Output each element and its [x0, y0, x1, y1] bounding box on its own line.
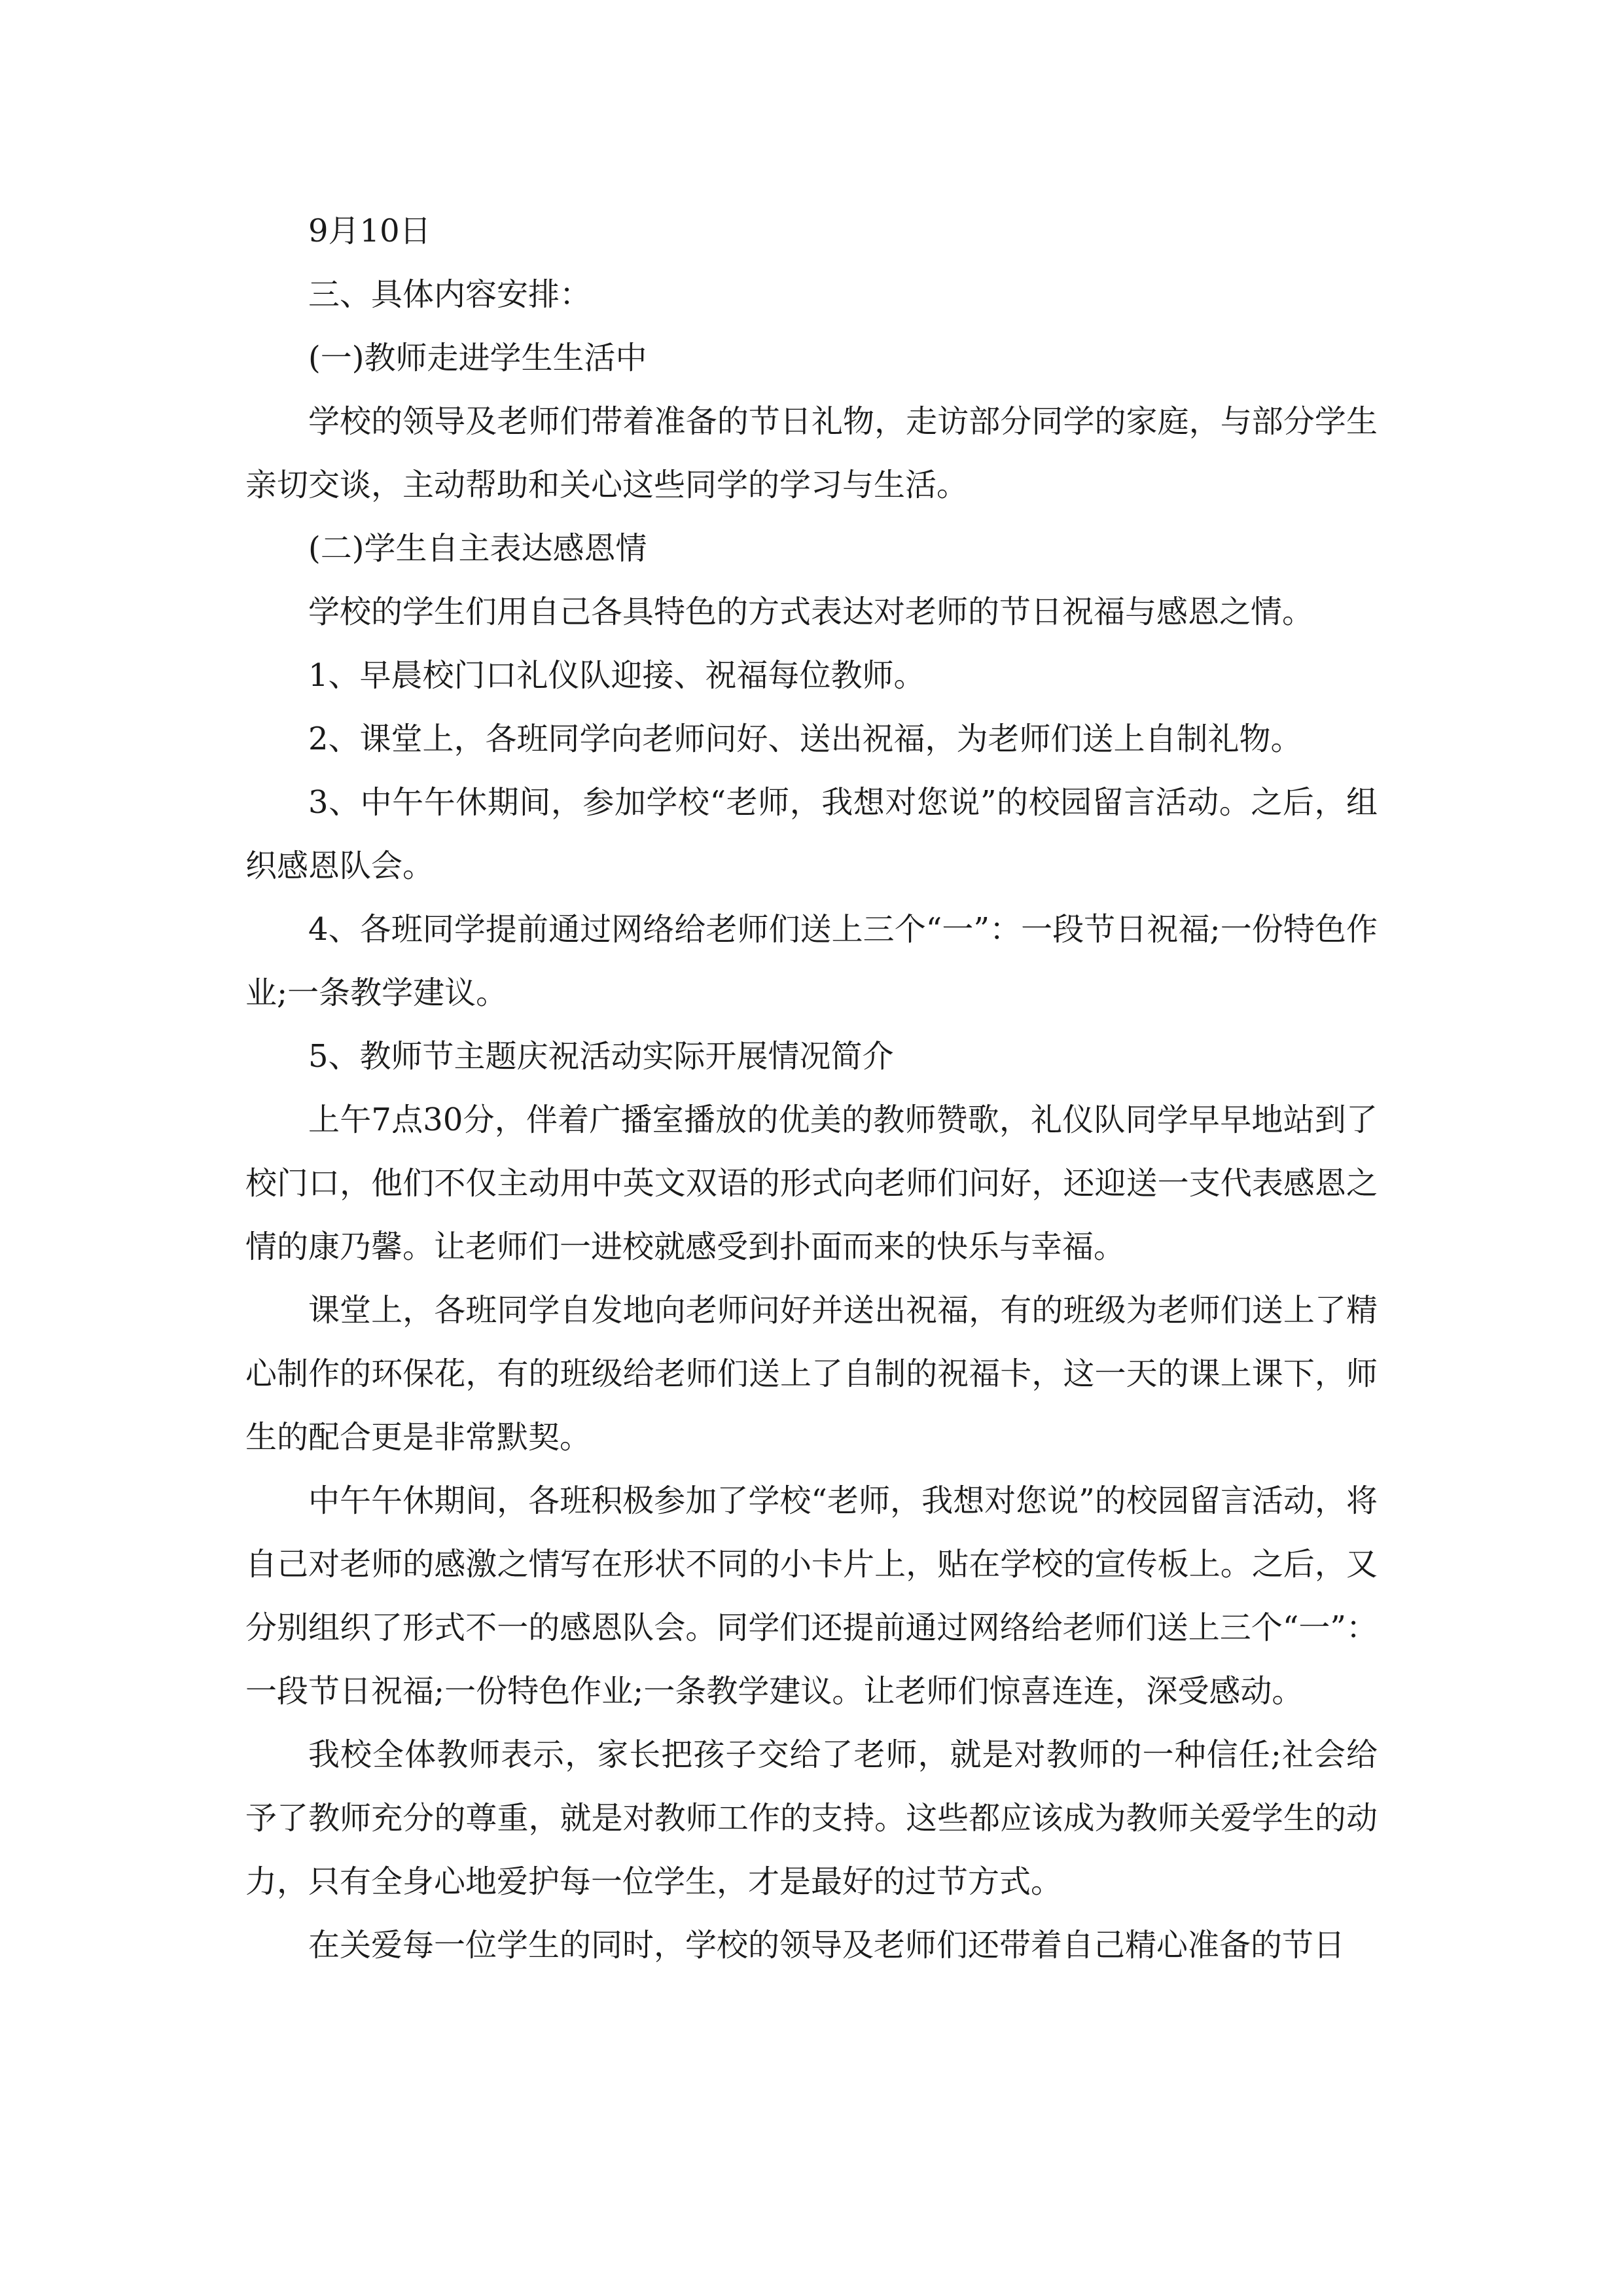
body-paragraph: 上午7点30分，伴着广播室播放的优美的教师赞歌，礼仪队同学早早地站到了校门口，他们不仅主动用中英文双语的形式向老师们问好，还迎送一支代表感恩之情的康乃馨。让老师们一进校就感受到扑面而来的快乐与幸福。 — [245, 1102, 1378, 1265]
list-item: 2、课堂上，各班同学向老师问好、送出祝福，为老师们送上自制礼物。 — [308, 721, 1302, 757]
document-body — [245, 200, 1378, 1977]
body-paragraph: 我校全体教师表示，家长把孩子交给了老师，就是对教师的一种信任;社会给予了教师充分的尊重，就是对教师工作的支持。这些都应该成为教师关爱学生的动力，只有全身心地爱护每一位学生，才是最好的过节方式。 — [245, 1736, 1378, 1900]
list-item: 4、各班同学提前通过网络给老师们送上三个“一”：一段节日祝福;一份特色作业;一条教学建议。 — [245, 911, 1378, 1011]
list-item: 3、中午午休期间，参加学校“老师，我想对您说”的校园留言活动。之后，组织感恩队会。 — [245, 784, 1378, 884]
subsection-heading: (二)学生自主表达感恩情 — [308, 530, 647, 567]
list-item: 5、教师节主题庆祝活动实际开展情况简介 — [308, 1038, 894, 1075]
body-paragraph: 课堂上，各班同学自发地向老师问好并送出祝福，有的班级为老师们送上了精心制作的环保花，有的班级给老师们送上了自制的祝福卡，这一天的课上课下，师生的配合更是非常默契。 — [245, 1292, 1378, 1456]
section-heading: 三、具体内容安排： — [308, 276, 592, 313]
date-line: 9月10日 — [308, 213, 431, 249]
subsection-heading: (一)教师走进学生生活中 — [308, 340, 647, 376]
body-paragraph: 中午午休期间，各班积极参加了学校“老师，我想对您说”的校园留言活动，将自己对老师的感激之情写在形状不同的小卡片上，贴在学校的宣传板上。之后，又分别组织了形式不一的感恩队会。同学们还提前通过网络给老师们送上三个“一”：一段节日祝福;一份特色作业;一条教学建议。让老师们惊喜连连，深受感动。 — [245, 1482, 1378, 1710]
body-paragraph: 在关爱每一位学生的同时，学校的领导及老师们还带着自己精心准备的节日 — [308, 1927, 1346, 1964]
body-paragraph: 学校的领导及老师们带着准备的节日礼物，走访部分同学的家庭，与部分学生亲切交谈，主动帮助和关心这些同学的学习与生活。 — [245, 403, 1378, 503]
list-item: 1、早晨校门口礼仪队迎接、祝福每位教师。 — [308, 657, 925, 694]
body-paragraph: 学校的学生们用自己各具特色的方式表达对老师的节日祝福与感恩之情。 — [308, 594, 1314, 630]
